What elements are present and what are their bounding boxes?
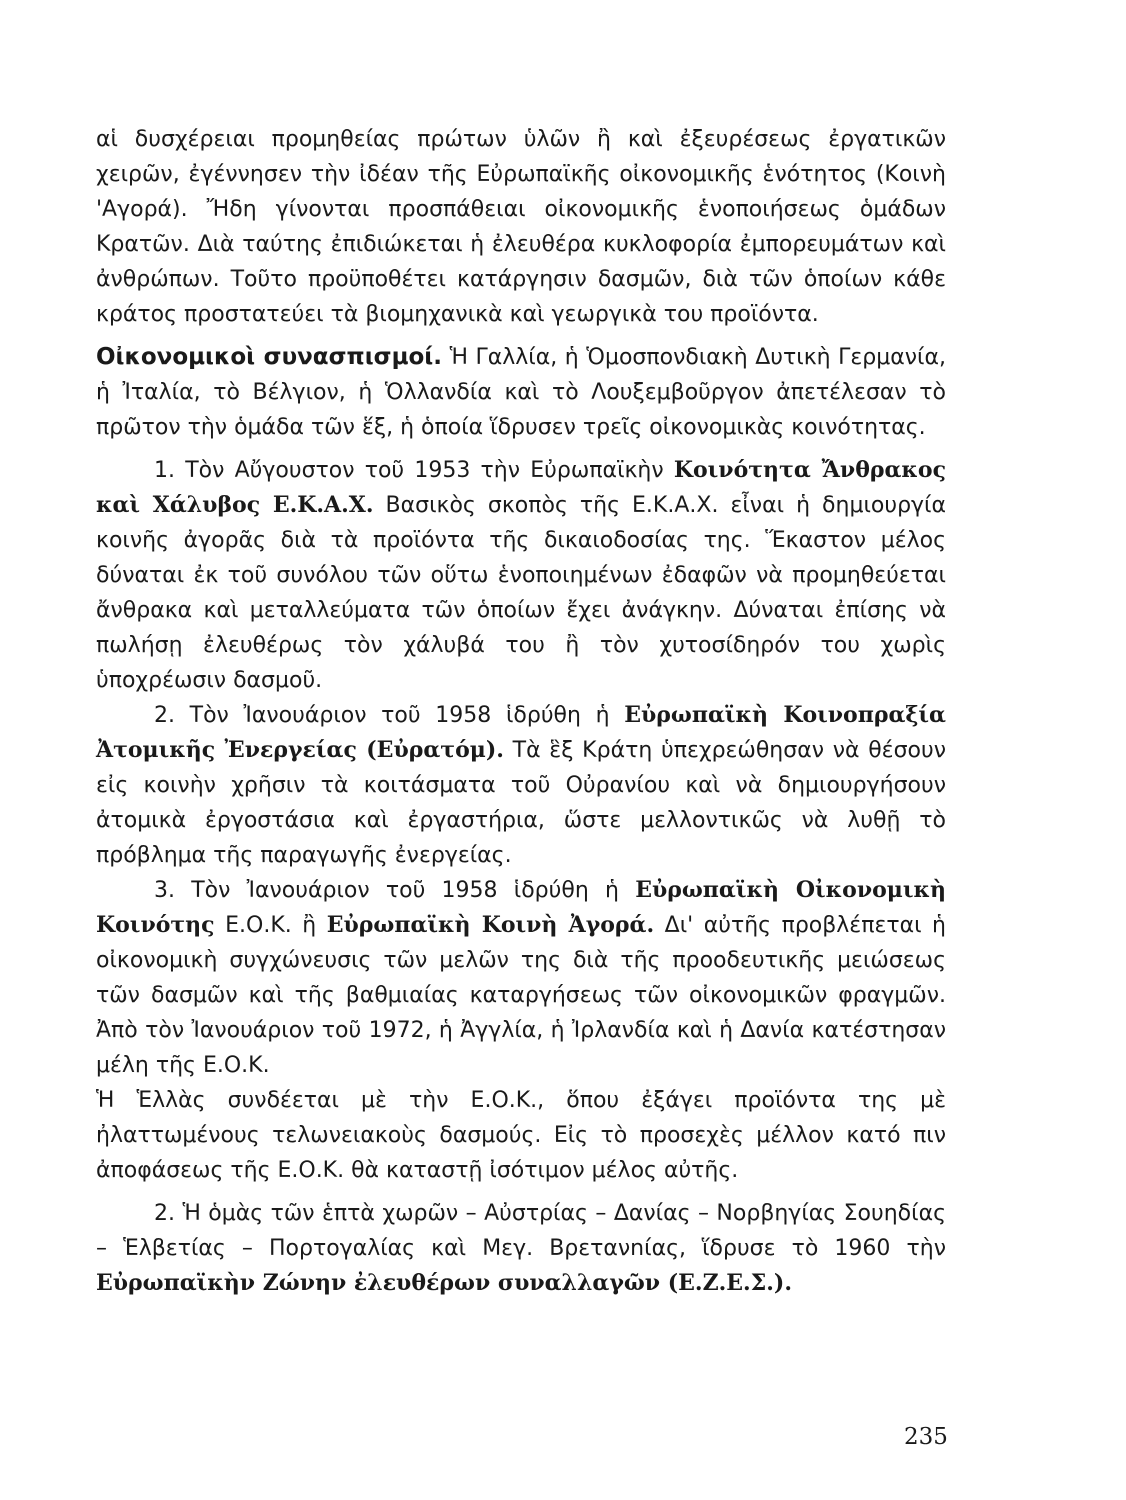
paragraph-intro (96, 122, 946, 332)
paragraph-greece-text: Ἡ Ἑλλὰς συνδέεται μὲ τὴν Ε.Ο.Κ., ὅπου ἐξάγει προϊόντα της μὲ ἠλαττωμένους τελωνειακοὺς δασμούς. Εἰς τὸ προσεχὲς μέλλον κατό πιν ἀποφάσεως τῆς Ε.Ο.Κ. θὰ καταστῇ ἰσότιμον μέλος αὐτῆς. (96, 1088, 946, 1183)
paragraph-euratom-pre: 2. Τὸν Ἰανουάριον τοῦ 1958 ἱδρύθη ἡ (154, 703, 625, 728)
euratom-name: Εὐρωπαϊκὴ Κοινοπραξία Ἀτομικῆς Ἐνεργείας (Εὐρατόμ). (96, 702, 946, 763)
efta-name: Εὐρωπαϊκὴν Ζώνην ἐλευθέρων συναλλαγῶν (Ε.Ζ.Ε.Σ.). (96, 1270, 792, 1296)
paragraph-ecsc-post: Βασικὸς σκοπὸς τῆς Ε.Κ.Α.Χ. εἶναι ἡ δημιουργία κοινῆς ἀγορᾶς διὰ τὰ προϊόντα τῆς δικαιοδοσίας της. Ἕκαστον μέλος δύναται ἐκ τοῦ συνόλου τῶν οὕτω ἑνοποιημένων ἐδαφῶν νὰ προμηθεύεται ἄνθρακα καὶ μεταλλεύματα τῶν ὁποίων ἔχει ἀνάγκην. Δύναται ἐπίσης νὰ πωλήσῃ ἐλευθέρως τὸν χάλυβά του ἢ τὸν χυτοσίδηρόν του χωρὶς ὑποχρέωσιν δασμοῦ. (96, 493, 947, 693)
paragraph-economic-blocs-text: Ἡ Γαλλία, ἡ Ὁμοσπονδιακὴ Δυτικὴ Γερμανία, ἡ Ἰταλία, τὸ Βέλγιον, ἡ Ὁλλανδία καὶ τὸ Λουξεμβοῦργον ἀπετέλεσαν τὸ πρῶτον τὴν ὁμάδα τῶν ἕξ, ἡ ὁποία ἵδρυσεν τρεῖς οἰκονομικὰς κοινότητας. (96, 345, 946, 440)
ecsc-name: Κοινότητα Ἄνθρακος καὶ Χάλυβος Ε.Κ.Α.Χ. (96, 457, 946, 518)
paragraph-efta (96, 1196, 946, 1301)
paragraph-economic-blocs (96, 340, 946, 445)
eec-name: Εὐρωπαϊκὴ Οἰκονομικὴ Κοινότης (96, 877, 947, 938)
paragraph-ecsc-pre: 1. Τὸν Αὔγουστον τοῦ 1953 τὴν Εὐρωπαϊκὴν (154, 458, 674, 483)
page-body (96, 122, 946, 1301)
common-market-name: Εὐρωπαϊκὴ Κοινὴ Ἀγορά. (326, 912, 655, 938)
paragraph-efta-pre: 2. Ἡ ὁμὰς τῶν ἑπτὰ χωρῶν – Αὐστρίας – Δανίας – Νορβηγίας Σουηδίας – Ἑλβετίας – Πορτογαλίας καὶ Μεγ. Βρετανnίας, ἵδρυσε τὸ 1960 τὴν (96, 1201, 946, 1261)
paragraph-eec-post: Δι' αὐτῆς προβλέπεται ἡ οἰκονομικὴ συγχώνευσις τῶν μελῶν της διὰ τῆς προοδευτικῆς μειώσεως τῶν δασμῶν καὶ τῆς βαθμιαίας καταργήσεως τῶν οἰκονομικῶν φραγμῶν. Ἀπὸ τὸν Ἰανουάριον τοῦ 1972, ἡ Ἀγγλία, ἡ Ἰρλανδία καὶ ἡ Δανία κατέστησαν μέλη τῆς Ε.Ο.Κ. (96, 913, 947, 1078)
paragraph-greece (96, 1083, 946, 1188)
paragraph-euratom (96, 698, 946, 873)
paragraph-eec (96, 873, 946, 1083)
paragraph-euratom-post: Τὰ ἓξ Κράτη ὑπεχρεώθησαν νὰ θέσουν εἰς κοινὴν χρῆσιν τὰ κοιτάσματα τοῦ Οὐρανίου καὶ νὰ δημιουργήσουν ἀτομικὰ ἐργοστάσια καὶ ἐργαστήρια, ὥστε μελλοντικῶς νὰ λυθῇ τὸ πρόβλημα τῆς παραγωγῆς ἐνεργείας. (96, 738, 946, 868)
paragraph-eec-mid: Ε.Ο.Κ. ἢ (214, 913, 327, 938)
paragraph-ecsc (96, 453, 946, 698)
paragraph-eec-pre: 3. Τὸν Ἰανουάριον τοῦ 1958 ἱδρύθη ἡ (154, 878, 636, 903)
page-number: 235 (904, 1424, 948, 1450)
section-heading: Οἰκονομικοὶ συνασπισμοί. (96, 344, 443, 370)
paragraph-intro-text: αἱ δυσχέρειαι προμηθείας πρώτων ὑλῶν ἢ καὶ ἐξευρέσεως ἐργατικῶν χειρῶν, ἐγέννησεν τὴν ἰδέαν τῆς Εὐρωπαϊκῆς οἰκονομικῆς ἑνότητος (Κοινὴ 'Αγορά). Ἤδη γίνονται προσπάθειαι οἰκονομικῆς ἑνοποιήσεως ὁμάδων Κρατῶν. Διὰ ταύτης ἐπιδιώκεται ἡ ἐλευθέρα κυκλοφορία ἐμπορευμάτων καὶ ἀνθρώπων. Τοῦτο προϋποθέτει κατάργησιν δασμῶν, διὰ τῶν ὁποίων κάθε κράτος προστατεύει τὰ βιομηχανικὰ καὶ γεωργικὰ του προϊόντα. (96, 127, 946, 327)
